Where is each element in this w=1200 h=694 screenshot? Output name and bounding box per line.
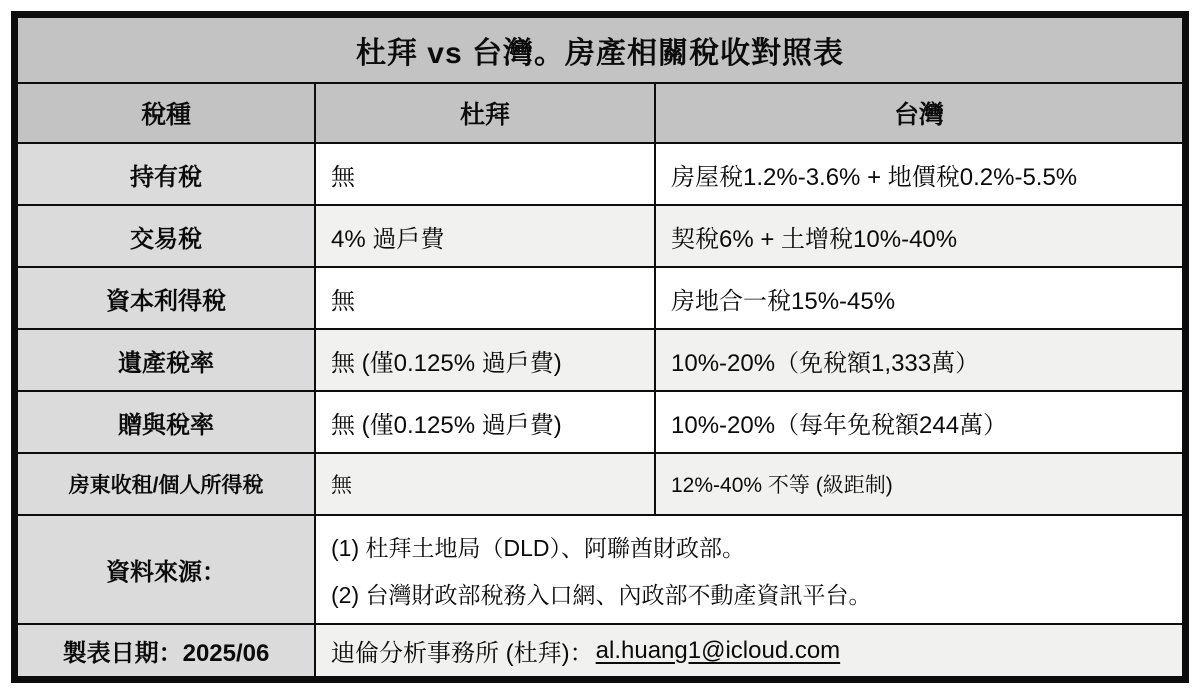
row-label-rental-income-tax: 房東收租/個人所得稅 — [18, 454, 314, 514]
dubai-holding-tax: 無 — [316, 144, 654, 204]
publisher-name: 迪倫分析事務所 (杜拜)： — [331, 640, 594, 667]
source-content — [316, 516, 1182, 623]
date-label: 製表日期：2025/06 — [18, 625, 314, 676]
row-label-holding-tax: 持有稅 — [18, 144, 314, 204]
column-header-taiwan: 台灣 — [656, 84, 1182, 142]
column-header-tax-type: 稅種 — [18, 84, 314, 142]
row-label-gift-tax: 贈與稅率 — [18, 392, 314, 452]
row-label-transaction-tax: 交易稅 — [18, 206, 314, 266]
table-title: 杜拜 vs 台灣。房產相關稅收對照表 — [18, 18, 1182, 82]
taiwan-estate-tax: 10%-20%（免稅額1,333萬） — [656, 330, 1182, 390]
column-header-dubai: 杜拜 — [316, 84, 654, 142]
taiwan-rental-income-tax: 12%-40% 不等 (級距制) — [656, 454, 1182, 514]
comparison-table — [11, 11, 1189, 683]
taiwan-holding-tax: 房屋稅1.2%-3.6% + 地價稅0.2%-5.5% — [656, 144, 1182, 204]
dubai-transaction-tax: 4% 過戶費 — [316, 206, 654, 266]
source-line-1: (1) 杜拜土地局（DLD）、阿聯酋財政部。 — [331, 534, 746, 561]
row-label-estate-tax: 遺產稅率 — [18, 330, 314, 390]
taiwan-capital-gains-tax: 房地合一稅15%-45% — [656, 268, 1182, 328]
taiwan-transaction-tax: 契稅6% + 土增稅10%-40% — [656, 206, 1182, 266]
publisher-cell — [316, 625, 1182, 676]
dubai-rental-income-tax: 無 — [316, 454, 654, 514]
source-label: 資料來源： — [18, 516, 314, 623]
taiwan-gift-tax: 10%-20%（每年免稅額244萬） — [656, 392, 1182, 452]
publisher-email-link[interactable]: al.huang1@icloud.com — [595, 636, 841, 664]
source-line-2: (2) 台灣財政部稅務入口網、內政部不動產資訊平台。 — [331, 581, 872, 608]
dubai-estate-tax: 無 (僅0.125% 過戶費) — [316, 330, 654, 390]
dubai-capital-gains-tax: 無 — [316, 268, 654, 328]
dubai-gift-tax: 無 (僅0.125% 過戶費) — [316, 392, 654, 452]
row-label-capital-gains-tax: 資本利得稅 — [18, 268, 314, 328]
